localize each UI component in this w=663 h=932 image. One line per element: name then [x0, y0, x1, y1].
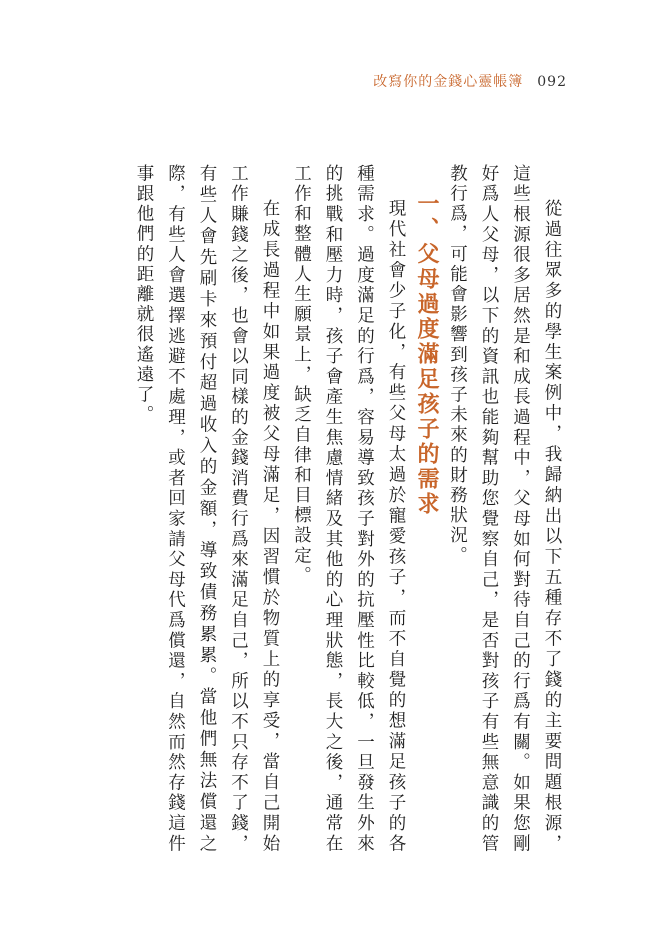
- section-heading: 一、父母過度滿足孩子的需求: [414, 192, 439, 517]
- intro-paragraph: 從過往眾多的學生案例中，我歸納出以下五種存不了錢的主要問題根源，這些根源很多居然是和成長過程中，父母如何對待自己的行爲有關。如果您剛好爲人父母，以下的資訊也能夠幫助您覺察自己，是否對孩子有些無意識的管教行爲，可能會影響到孩子未來的財務狀況。: [447, 164, 562, 854]
- vertical-body-text: [87, 164, 567, 854]
- page-number: 092: [537, 74, 567, 90]
- body-paragraph-2: 在成長過程中如果過度被父母滿足，因習慣於物質上的享受，當自己開始工作賺錢之後，也會以同樣的金錢消費行爲來滿足自己，所以不只存不了錢，有些人會先刷卡來預付超過收入的金額，導致債務累累。當他們無法償還之際，有些人會選擇逃避不處理，或者回家請父母代爲償還，自然而然存錢這件事跟他們的距離就很遙遠了。: [134, 164, 280, 854]
- running-header: [373, 71, 567, 91]
- body-paragraph-1: 現代社會少子化，有些父母太過於寵愛孩子，而不自覺的想滿足孩子的各種需求。過度滿足的行爲，容易導致孩子對外的抗壓性比較低，一旦發生外來的挑戰和壓力時，孩子會產生焦慮情緒及其他的心理狀態，長大之後，通常在工作和整體人生願景上，缺乏自律和目標設定。: [291, 164, 406, 854]
- book-title: 改寫你的金錢心靈帳簿: [373, 74, 524, 90]
